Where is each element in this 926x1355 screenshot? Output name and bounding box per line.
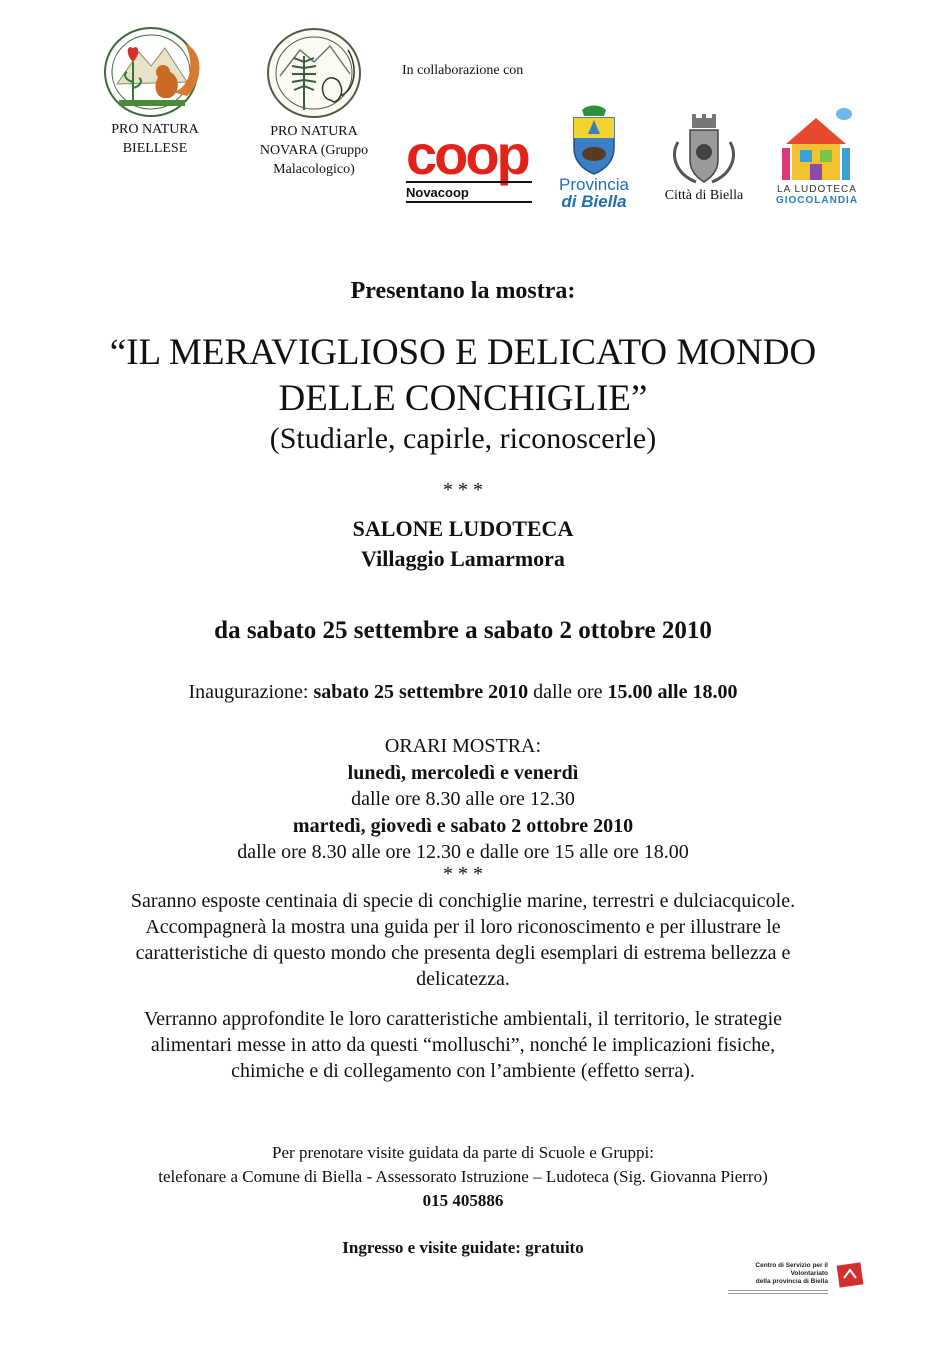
csv-badge — [718, 1260, 868, 1294]
booking-line: Per prenotare visite guidata da parte di Scuole e Gruppi: — [272, 1143, 654, 1162]
booking-line: telefonare a Comune di Biella - Assessorato Istruzione – Ludoteca (Sig. Giovanna Pierro) — [158, 1167, 768, 1186]
provincia-line2: di Biella — [561, 192, 627, 211]
caption-line: Malacologico) — [273, 162, 355, 177]
schedule — [0, 733, 926, 866]
coop-logo — [404, 124, 534, 206]
caption-line: PRO NATURA — [270, 124, 358, 139]
exhibition-title — [0, 330, 926, 422]
caption-line: BIELLESE — [122, 141, 188, 156]
paragraph-line: Accompagnerà la mostra una guida per il loro riconoscimento e per illustrare le — [145, 916, 781, 938]
paragraph-line: Saranno esposte centinaia di specie di conchiglie marine, terrestri e dulciacquicole. — [130, 890, 796, 912]
title-line: “IL MERAVIGLIOSO E DELICATO MONDO — [109, 332, 817, 373]
venue — [0, 514, 926, 574]
citta-caption: Città di Biella — [664, 188, 744, 203]
separator: * * * — [443, 479, 483, 501]
pro-natura-novara-caption — [252, 122, 376, 179]
ludoteca-line2: GIOCOLANDIA — [775, 195, 859, 206]
provincia-line1: Provincia — [559, 175, 629, 194]
coop-wordmark: coop — [406, 124, 528, 186]
ludoteca-house-icon — [772, 104, 862, 184]
csv-logo-icon — [836, 1260, 866, 1290]
provincia-biella-logo — [552, 100, 636, 210]
inauguration-label: Inaugurazione: — [188, 681, 314, 703]
schedule-days-1: lunedì, mercoledì e venerdì — [347, 761, 579, 784]
paragraph-line: delicatezza. — [416, 968, 510, 990]
csv-line: della provincia di Biella — [755, 1278, 828, 1285]
coop-logo-icon — [404, 124, 534, 206]
schedule-heading: ORARI MOSTRA: — [384, 735, 542, 757]
collab-label: In collaborazione con — [402, 63, 524, 78]
squirrel-flower-emblem-icon — [99, 22, 211, 118]
pro-natura-biellese-logo — [96, 22, 214, 158]
description-paragraph-2 — [0, 1006, 926, 1084]
booking-phone: 015 405886 — [422, 1191, 504, 1210]
citta-biella-logo — [656, 112, 752, 204]
booking-info — [0, 1141, 926, 1213]
caption-line: PRO NATURA — [111, 122, 199, 137]
pro-natura-novara-logo — [252, 26, 376, 179]
inauguration-mid: dalle ore — [528, 681, 608, 703]
provincia-crest-icon — [552, 100, 636, 176]
exhibition-dates: da sabato 25 settembre a sabato 2 ottobre 2010 — [214, 617, 712, 644]
paragraph-line: alimentari messe in atto da questi “molluschi”, nonché le implicazioni fisiche, — [150, 1034, 776, 1056]
caption-line: NOVARA (Gruppo — [259, 143, 369, 158]
intro-heading: Presentano la mostra: — [350, 278, 576, 304]
coop-subtext: Novacoop — [406, 185, 469, 200]
paragraph-line: caratteristiche di questo mondo che presenta degli esemplari di estrema bellezza e — [135, 942, 791, 964]
inauguration-date: sabato 25 settembre 2010 — [313, 681, 529, 703]
inauguration — [0, 679, 926, 705]
squirrel-fern-emblem-icon — [260, 26, 368, 120]
inauguration-time: 15.00 alle 18.00 — [607, 681, 738, 703]
entry-note: Ingresso e visite guidate: gratuito — [342, 1238, 584, 1257]
venue-location: Villaggio Lamarmora — [361, 546, 565, 571]
csv-badge-text — [718, 1262, 828, 1294]
schedule-hours-1: dalle ore 8.30 alle ore 12.30 — [351, 788, 575, 810]
pro-natura-biellese-caption — [96, 120, 214, 158]
citta-crest-icon — [656, 112, 752, 186]
venue-name: SALONE LUDOTECA — [352, 516, 574, 541]
title-line: DELLE CONCHIGLIE” — [278, 378, 648, 419]
description-paragraph-1 — [0, 888, 926, 992]
ludoteca-logo — [772, 104, 862, 208]
ludoteca-line1: LA LUDOTECA — [777, 184, 857, 195]
schedule-days-2: martedì, giovedì e sabato 2 ottobre 2010 — [292, 814, 634, 837]
paragraph-line: chimiche e di collegamento con l’ambiente (effetto serra). — [231, 1060, 695, 1082]
csv-line: Centro di Servizio per il Volontariato — [755, 1262, 828, 1277]
paragraph-line: Verranno approfondite le loro caratteristiche ambientali, il territorio, le strategie — [143, 1008, 783, 1030]
schedule-hours-2: dalle ore 8.30 alle ore 12.30 e dalle ore 15 alle ore 18.00 — [237, 841, 689, 863]
separator: * * * — [443, 863, 483, 885]
exhibition-subtitle: (Studiarle, capirle, riconoscerle) — [269, 422, 657, 455]
